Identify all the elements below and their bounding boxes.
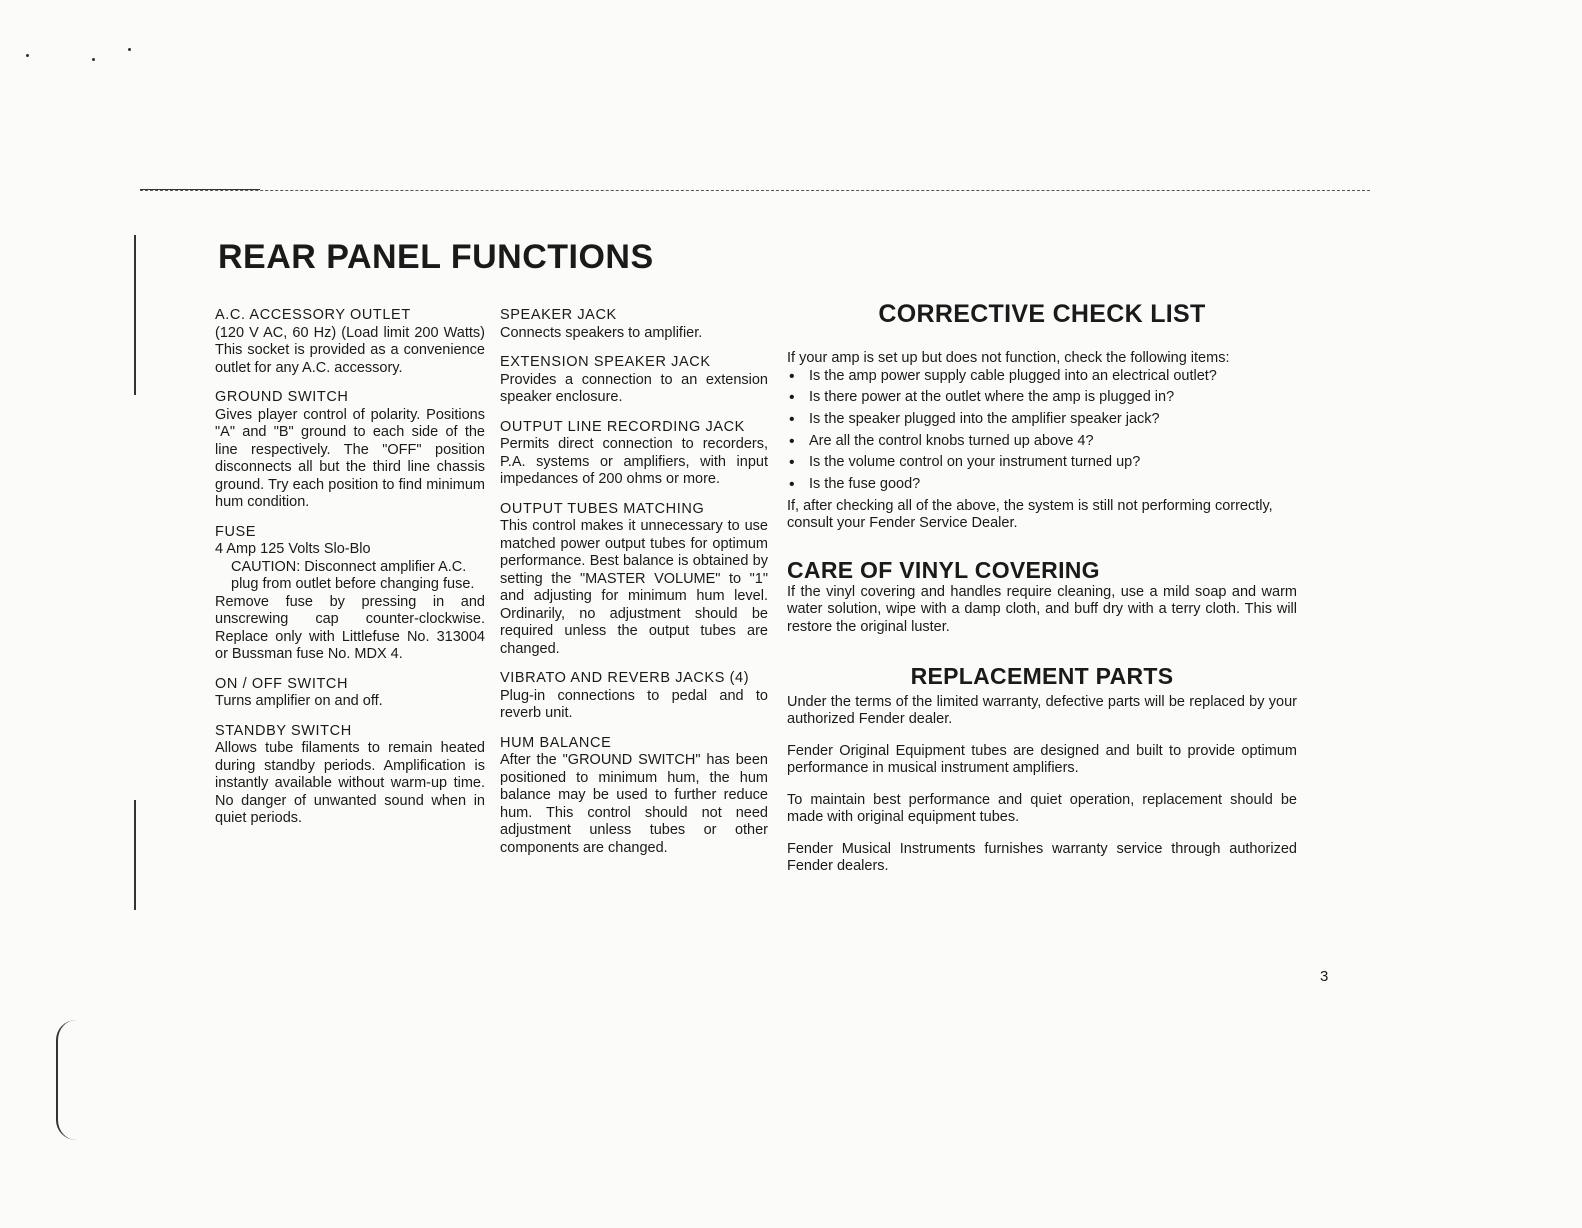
section-heading: STANDBY SWITCH [215,722,352,739]
section-body: After the "GROUND SWITCH" has been positioned to minimum hum, the hum balance may be used to further reduce hum. This control should not need adjustment unless tubes or other components are changed. [500,752,768,856]
replacement-heading: REPLACEMENT PARTS [910,663,1174,689]
section-heading: SPEAKER JACK [500,307,617,323]
section-hum-balance [500,735,768,858]
section-body: Connects speakers to amplifier. [500,324,703,341]
checklist-intro: If your amp is set up but does not function, check the following items: [787,350,1230,366]
middle-column [500,307,768,869]
vinyl-section [787,557,1297,650]
replacement-section [787,663,1297,890]
binding-mark-top [134,235,136,395]
section-body: (120 V AC, 60 Hz) (Load limit 200 Watts) This socket is provided as a convenience outlet for any A.C. accessory. [215,324,485,376]
replacement-paragraph: Under the terms of the limited warranty, defective parts will be replaced by your authorized Fender dealer. [787,693,1297,727]
section-body: This control makes it unnecessary to use matched power output tubes for optimum performance. Best balance is obtained by setting the "MASTER VOLUME" to "1" and adjusting for minimum hum level. Ordinarily, no adjustment should be required unless the output tubes are changed. [500,518,768,657]
section-body: Plug-in connections to pedal and to reverb unit. [500,687,768,721]
section-output-tubes-matching [500,501,768,659]
checklist-item: • Is the volume control on your instrument turned up? [787,454,1297,472]
scan-speck [92,58,95,61]
section-heading: OUTPUT TUBES MATCHING [500,500,705,517]
vinyl-heading: CARE OF VINYL COVERING [787,557,1100,583]
section-speaker-jack [500,307,768,342]
section-vibrato-reverb-jacks [500,670,768,723]
left-column [215,307,485,840]
binding-curve [56,1020,78,1140]
section-ac-outlet [215,307,485,377]
section-body-2: Remove fuse by pressing in and unscrewing cap counter-clockwise. Replace only with Littlefuse No. 313004 or Bussman fuse No. MDX 4. [215,593,485,662]
section-heading: A.C. ACCESSORY OUTLET [215,307,411,323]
section-output-recording-jack [500,419,768,489]
section-heading: GROUND SWITCH [215,389,349,405]
section-body: Provides a connection to an extension speaker enclosure. [500,371,768,405]
checklist-item: • Is the speaker plugged into the amplifier speaker jack? [787,411,1297,429]
section-fuse [215,524,485,664]
section-heading: VIBRATO AND REVERB JACKS (4) [500,670,750,686]
checklist-outro: If, after checking all of the above, the system is still not performing correctly, consult your Fender Service Dealer. [787,497,1273,532]
section-standby-switch [215,723,485,828]
vinyl-body: If the vinyl covering and handles require cleaning, use a mild soap and warm water solution, wipe with a damp cloth, and buff dry with a terry cloth. This will restore the original luster. [787,583,1297,635]
page-title: REAR PANEL FUNCTIONS [218,238,654,276]
section-body: Permits direct connection to recorders, P.A. systems or amplifiers, with input impedances of 200 ohms or more. [500,436,768,487]
section-heading: FUSE [215,523,257,540]
section-heading: ON / OFF SWITCH [215,675,349,692]
fuse-caution: CAUTION: Disconnect amplifier A.C. plug from outlet before changing fuse. [231,558,475,592]
top-rule [140,190,1370,191]
checklist-item: • Are all the control knobs turned up above 4? [787,433,1297,451]
section-extension-speaker-jack [500,354,768,407]
checklist [787,350,1297,533]
section-body: Allows tube filaments to remain heated during standby periods. Amplification is instantly available without warm-up time. No danger of unwanted sound when in quiet periods. [215,740,485,826]
section-on-off-switch [215,676,485,711]
checklist-heading: CORRECTIVE CHECK LIST [878,300,1206,328]
section-body: Gives player control of polarity. Positions "A" and "B" ground to each side of the line respectively. The "OFF" position disconnects all but the third line chassis ground. Try each position to find minimum hum condition. [215,406,485,510]
section-ground-switch [215,389,485,512]
checklist-item: • Is the fuse good? [787,476,1297,494]
section-heading: HUM BALANCE [500,734,612,751]
checklist-item: • Is there power at the outlet where the amp is plugged in? [787,389,1297,407]
scan-speck [26,54,29,57]
checklist-items [787,368,1297,494]
top-rule-solid [140,189,260,190]
section-heading: OUTPUT LINE RECORDING JACK [500,418,745,435]
replacement-paragraph: Fender Musical Instruments furnishes warranty service through authorized Fender dealers. [787,840,1297,874]
replacement-paragraph: Fender Original Equipment tubes are designed and built to provide optimum performance in musical instrument amplifiers. [787,742,1297,776]
section-body: Turns amplifier on and off. [215,693,383,709]
section-heading: EXTENSION SPEAKER JACK [500,354,711,370]
binding-mark-bottom [134,800,136,910]
section-body: 4 Amp 125 Volts Slo-Blo [215,541,371,557]
page-number: 3 [1320,968,1329,985]
scan-speck [128,48,131,51]
checklist-item: • Is the amp power supply cable plugged into an electrical outlet? [787,368,1297,386]
replacement-paragraph: To maintain best performance and quiet operation, replacement should be made with original equipment tubes. [787,791,1297,825]
